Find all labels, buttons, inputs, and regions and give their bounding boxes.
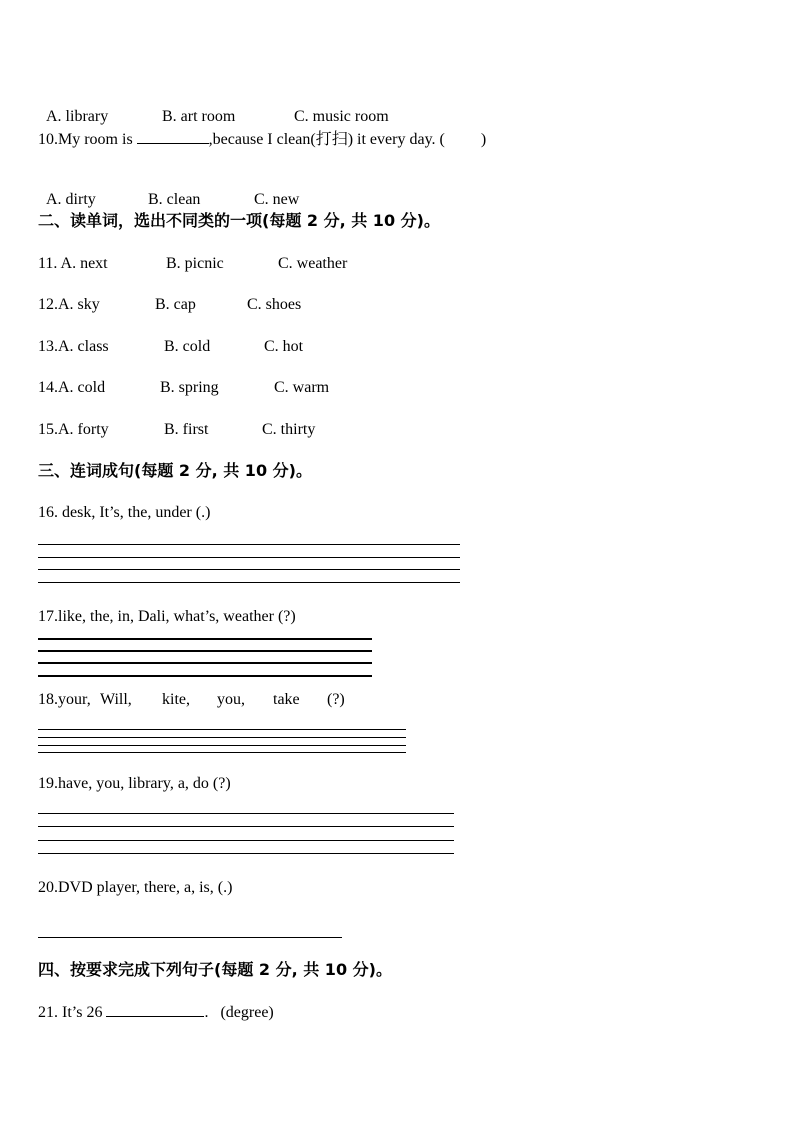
q18-answer-line[interactable] bbox=[38, 745, 406, 746]
item-option-b: B. picnic bbox=[166, 255, 224, 272]
q17-answer-line[interactable] bbox=[38, 675, 372, 677]
item-option-a: 14.A. cold bbox=[38, 379, 106, 396]
q18-word: kite, bbox=[162, 691, 190, 708]
q18-prompt bbox=[38, 690, 345, 710]
section2-item bbox=[38, 337, 303, 357]
q9-option-b: B. art room bbox=[162, 108, 236, 125]
item-option-c: C. hot bbox=[264, 338, 304, 355]
q18-word: (?) bbox=[327, 691, 345, 708]
section2-item bbox=[38, 254, 347, 274]
item-option-a: 12.A. sky bbox=[38, 296, 100, 313]
q18-answer-line[interactable] bbox=[38, 729, 406, 730]
q21-prefix: 21. It’s 26 bbox=[38, 1004, 107, 1021]
q19-answer-line[interactable] bbox=[38, 826, 454, 827]
q16-answer-line[interactable] bbox=[38, 569, 460, 570]
section3-title: 三、连词成句(每题 2 分, 共 10 分)。 bbox=[38, 461, 312, 480]
item-option-b: B. spring bbox=[160, 379, 219, 396]
q9-options bbox=[38, 87, 389, 127]
q17-answer-line[interactable] bbox=[38, 662, 372, 664]
q16-prompt: 16. desk, It’s, the, under (.) bbox=[38, 504, 211, 521]
q16-answer-line[interactable] bbox=[38, 582, 460, 583]
q20-answer-line[interactable] bbox=[38, 937, 342, 938]
q10-answer-blank[interactable] bbox=[137, 129, 209, 144]
q10-suffix: ,because I clean(打扫) it every day. ( bbox=[208, 131, 445, 148]
q10-options bbox=[38, 170, 299, 210]
q18-word: take bbox=[273, 691, 300, 708]
item-option-b: B. cold bbox=[164, 338, 211, 355]
item-option-c: C. weather bbox=[278, 255, 348, 272]
q18-word: Will, bbox=[100, 691, 132, 708]
q17-prompt: 17.like, the, in, Dali, what’s, weather (?) bbox=[38, 608, 296, 625]
item-option-b: B. first bbox=[164, 421, 209, 438]
q19-answer-line[interactable] bbox=[38, 813, 454, 814]
item-option-a: 13.A. class bbox=[38, 338, 109, 355]
item-option-b: B. cap bbox=[155, 296, 196, 313]
q9-option-c: C. music room bbox=[294, 108, 389, 125]
q10-line bbox=[38, 129, 486, 150]
q18-answer-line[interactable] bbox=[38, 752, 406, 753]
section2-item bbox=[38, 420, 315, 440]
item-option-a: 15.A. forty bbox=[38, 421, 109, 438]
q10-option-a: A. dirty bbox=[46, 191, 96, 208]
q16-answer-line[interactable] bbox=[38, 544, 460, 545]
q10-option-b: B. clean bbox=[148, 191, 201, 208]
q16-answer-line[interactable] bbox=[38, 557, 460, 558]
q19-answer-line[interactable] bbox=[38, 840, 454, 841]
q21-suffix: . (degree) bbox=[204, 1004, 274, 1021]
q21-answer-blank[interactable] bbox=[106, 1002, 204, 1017]
q10-close: ) bbox=[480, 131, 487, 148]
q10-prefix: 10.My room is bbox=[38, 131, 137, 148]
section2-title: 二、读单词，选出不同类的一项(每题 2 分, 共 10 分)。 bbox=[38, 211, 440, 230]
item-option-c: C. shoes bbox=[247, 296, 302, 313]
q18-word: 18.your, bbox=[38, 691, 91, 708]
q9-option-a: A. library bbox=[46, 108, 109, 125]
q18-answer-line[interactable] bbox=[38, 737, 406, 738]
q10-option-c: C. new bbox=[254, 191, 300, 208]
q20-prompt: 20.DVD player, there, a, is, (.) bbox=[38, 879, 233, 896]
q17-answer-line[interactable] bbox=[38, 638, 372, 640]
item-option-c: C. warm bbox=[274, 379, 330, 396]
q17-answer-line[interactable] bbox=[38, 650, 372, 652]
q19-prompt: 19.have, you, library, a, do (?) bbox=[38, 775, 231, 792]
section4-title: 四、按要求完成下列句子(每题 2 分, 共 10 分)。 bbox=[38, 960, 392, 979]
section2-item bbox=[38, 295, 301, 315]
section2-item bbox=[38, 378, 329, 398]
q19-answer-line[interactable] bbox=[38, 853, 454, 854]
q18-word: you, bbox=[217, 691, 245, 708]
item-option-a: 11. A. next bbox=[38, 255, 108, 272]
q21-line bbox=[38, 1002, 274, 1023]
item-option-c: C. thirty bbox=[262, 421, 316, 438]
